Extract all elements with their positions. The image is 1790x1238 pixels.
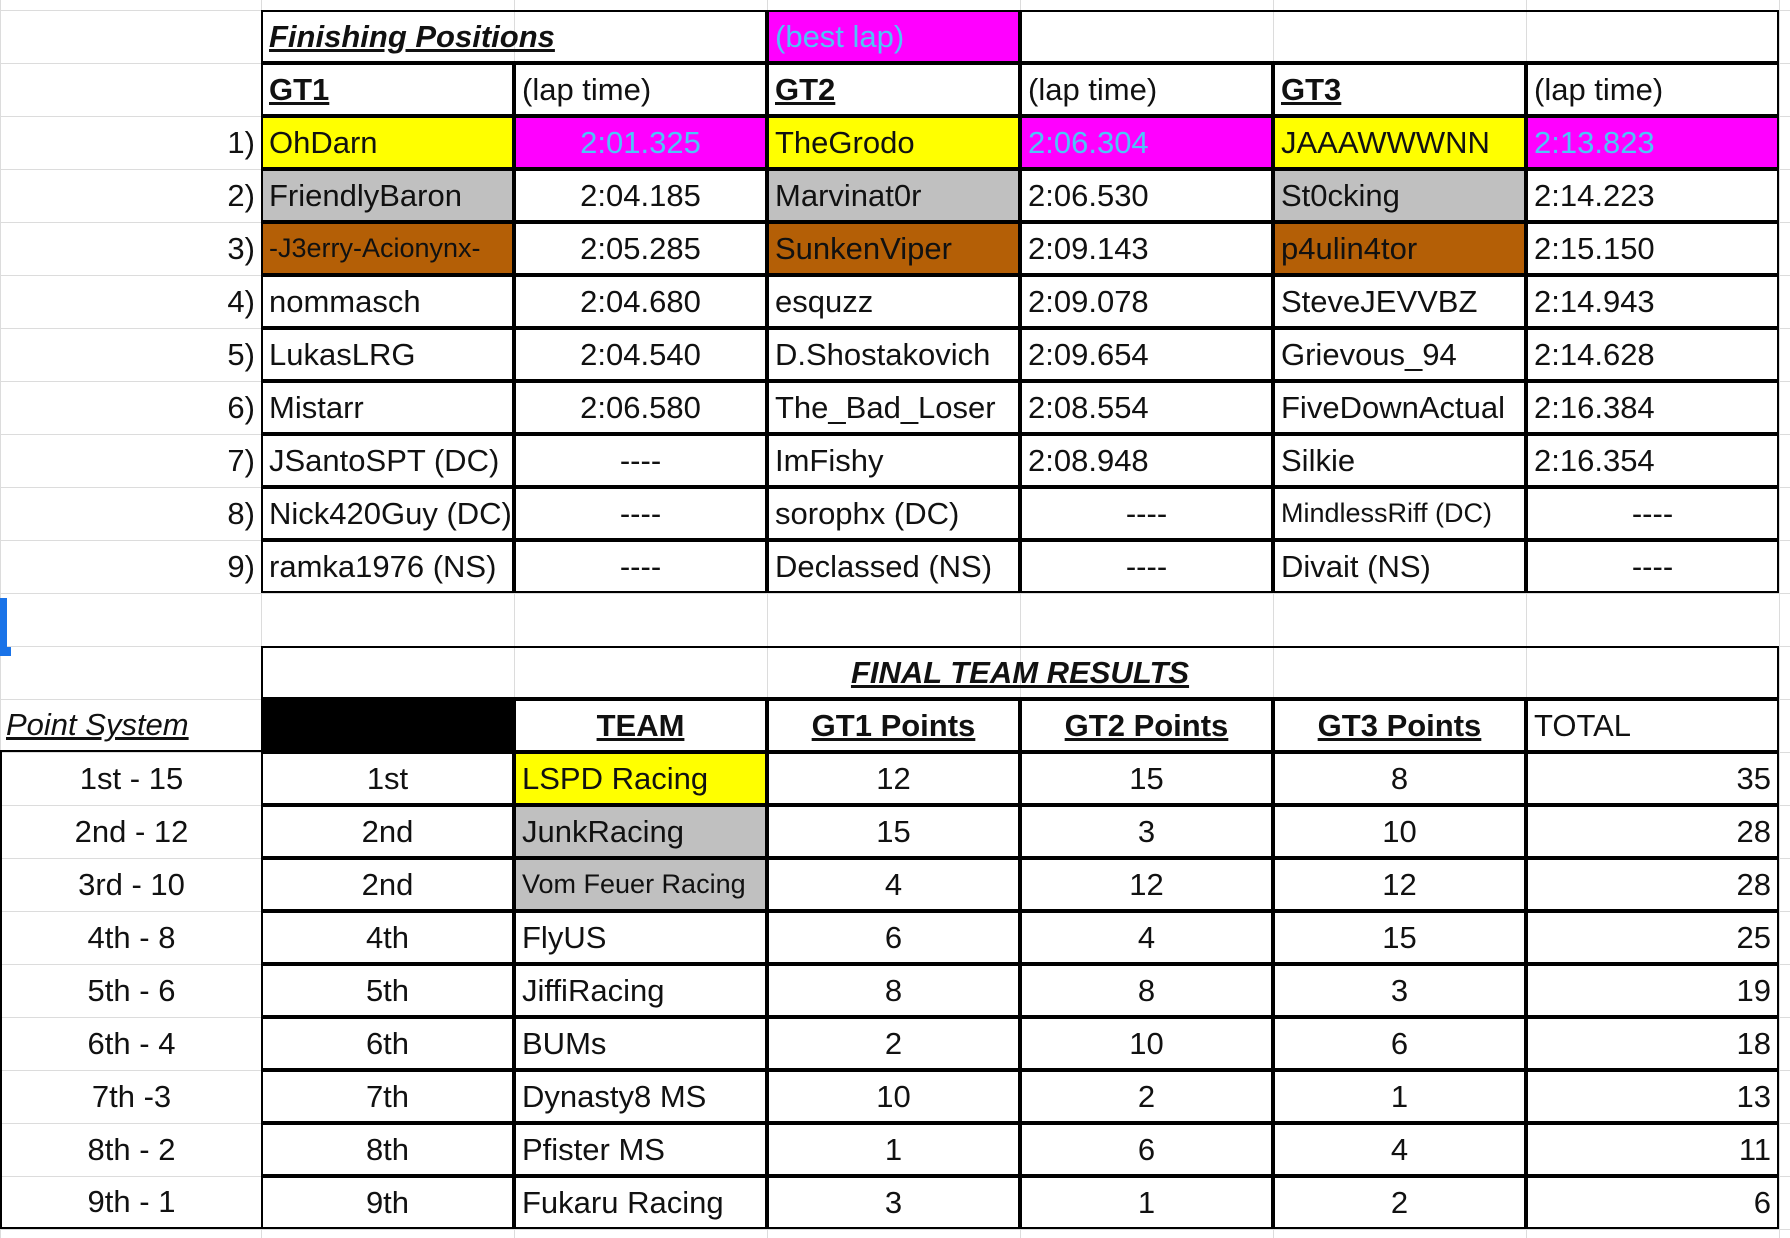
driver-name-gt2[interactable]: SunkenViper bbox=[767, 222, 1020, 275]
gt3-points[interactable]: 10 bbox=[1273, 805, 1526, 858]
position-label[interactable]: 3) bbox=[227, 231, 255, 266]
gt3-points[interactable]: 12 bbox=[1273, 858, 1526, 911]
gt1-points[interactable]: 15 bbox=[767, 805, 1020, 858]
best-lap-legend[interactable]: (best lap) bbox=[767, 10, 1020, 63]
driver-name-gt1[interactable]: ramka1976 (NS) bbox=[261, 540, 514, 593]
lap-time-gt3[interactable]: 2:16.384 bbox=[1526, 381, 1779, 434]
driver-name-gt2[interactable]: ImFishy bbox=[767, 434, 1020, 487]
lap-time-gt3[interactable]: ---- bbox=[1526, 540, 1779, 593]
driver-name-gt1[interactable]: JSantoSPT (DC) bbox=[261, 434, 514, 487]
driver-name-gt2[interactable]: Marvinat0r bbox=[767, 169, 1020, 222]
gt2-points[interactable]: 10 bbox=[1020, 1017, 1273, 1070]
lap-time-gt2[interactable]: ---- bbox=[1020, 487, 1273, 540]
point-system-label[interactable]: Point System bbox=[0, 699, 261, 752]
lap-time-gt3[interactable]: 2:14.943 bbox=[1526, 275, 1779, 328]
gt2-points[interactable]: 2 bbox=[1020, 1070, 1273, 1123]
gt2-points[interactable]: 3 bbox=[1020, 805, 1273, 858]
gt1-points-header[interactable]: GT1 Points bbox=[767, 699, 1020, 752]
point-system-entry[interactable]: 6th - 4 bbox=[0, 1017, 261, 1070]
team-total[interactable]: 28 bbox=[1526, 858, 1779, 911]
team-total[interactable]: 25 bbox=[1526, 911, 1779, 964]
position-label[interactable]: 6) bbox=[227, 390, 255, 425]
driver-name-gt3[interactable]: SteveJEVVBZ bbox=[1273, 275, 1526, 328]
driver-name-gt3[interactable]: Divait (NS) bbox=[1273, 540, 1526, 593]
lap-time-gt1[interactable]: 2:04.185 bbox=[514, 169, 767, 222]
driver-name-gt2[interactable]: sorophx (DC) bbox=[767, 487, 1020, 540]
gt1-points[interactable]: 6 bbox=[767, 911, 1020, 964]
gt3-points[interactable]: 6 bbox=[1273, 1017, 1526, 1070]
gt1-points[interactable]: 8 bbox=[767, 964, 1020, 1017]
gt2-points-header[interactable]: GT2 Points bbox=[1020, 699, 1273, 752]
point-system-entry[interactable]: 7th -3 bbox=[0, 1070, 261, 1123]
gt3-points-header[interactable]: GT3 Points bbox=[1273, 699, 1526, 752]
lap-time-header-gt3[interactable]: (lap time) bbox=[1526, 63, 1779, 116]
lap-time-gt2[interactable]: 2:08.948 bbox=[1020, 434, 1273, 487]
driver-name-gt3[interactable]: MindlessRiff (DC) bbox=[1273, 487, 1526, 540]
finishing-header-blank[interactable] bbox=[1020, 10, 1779, 63]
team-results-black-cell[interactable] bbox=[261, 699, 514, 752]
team-place[interactable]: 7th bbox=[261, 1070, 514, 1123]
lap-time-gt2[interactable]: 2:09.078 bbox=[1020, 275, 1273, 328]
team-total[interactable]: 11 bbox=[1526, 1123, 1779, 1176]
gt2-points[interactable]: 15 bbox=[1020, 752, 1273, 805]
lap-time-gt1[interactable]: 2:01.325 bbox=[514, 116, 767, 169]
team-name[interactable]: Fukaru Racing bbox=[514, 1176, 767, 1229]
driver-name-gt1[interactable]: OhDarn bbox=[261, 116, 514, 169]
gt2-points[interactable]: 1 bbox=[1020, 1176, 1273, 1229]
point-system-entry[interactable]: 4th - 8 bbox=[0, 911, 261, 964]
gt3-points[interactable]: 2 bbox=[1273, 1176, 1526, 1229]
team-place[interactable]: 9th bbox=[261, 1176, 514, 1229]
finishing-positions-title[interactable]: Finishing Positions bbox=[261, 10, 767, 63]
driver-name-gt1[interactable]: Nick420Guy (DC) bbox=[261, 487, 514, 540]
lap-time-gt3[interactable]: 2:15.150 bbox=[1526, 222, 1779, 275]
total-header[interactable]: TOTAL bbox=[1526, 699, 1779, 752]
lap-time-gt2[interactable]: 2:09.143 bbox=[1020, 222, 1273, 275]
gt2-points[interactable]: 4 bbox=[1020, 911, 1273, 964]
driver-name-gt3[interactable]: St0cking bbox=[1273, 169, 1526, 222]
lap-time-gt1[interactable]: ---- bbox=[514, 540, 767, 593]
gt1-points[interactable]: 1 bbox=[767, 1123, 1020, 1176]
driver-name-gt2[interactable]: D.Shostakovich bbox=[767, 328, 1020, 381]
team-total[interactable]: 18 bbox=[1526, 1017, 1779, 1070]
gt3-points[interactable]: 4 bbox=[1273, 1123, 1526, 1176]
position-label[interactable]: 4) bbox=[227, 284, 255, 319]
class-header-gt3[interactable]: GT3 bbox=[1273, 63, 1526, 116]
driver-name-gt2[interactable]: Declassed (NS) bbox=[767, 540, 1020, 593]
gt2-points[interactable]: 8 bbox=[1020, 964, 1273, 1017]
lap-time-gt3[interactable]: ---- bbox=[1526, 487, 1779, 540]
team-total[interactable]: 13 bbox=[1526, 1070, 1779, 1123]
cell-selection-marker[interactable] bbox=[0, 598, 7, 648]
point-system-entry[interactable]: 9th - 1 bbox=[0, 1176, 261, 1229]
lap-time-gt2[interactable]: 2:09.654 bbox=[1020, 328, 1273, 381]
position-label[interactable]: 9) bbox=[227, 549, 255, 584]
class-header-gt2[interactable]: GT2 bbox=[767, 63, 1020, 116]
gt2-points[interactable]: 6 bbox=[1020, 1123, 1273, 1176]
driver-name-gt3[interactable]: FiveDownActual bbox=[1273, 381, 1526, 434]
team-name[interactable]: Dynasty8 MS bbox=[514, 1070, 767, 1123]
team-place[interactable]: 8th bbox=[261, 1123, 514, 1176]
driver-name-gt2[interactable]: TheGrodo bbox=[767, 116, 1020, 169]
lap-time-gt2[interactable]: 2:08.554 bbox=[1020, 381, 1273, 434]
gt3-points[interactable]: 1 bbox=[1273, 1070, 1526, 1123]
point-system-entry[interactable]: 3rd - 10 bbox=[0, 858, 261, 911]
lap-time-gt1[interactable]: 2:04.680 bbox=[514, 275, 767, 328]
team-place[interactable]: 2nd bbox=[261, 858, 514, 911]
point-system-entry[interactable]: 2nd - 12 bbox=[0, 805, 261, 858]
team-name[interactable]: JiffiRacing bbox=[514, 964, 767, 1017]
team-place[interactable]: 4th bbox=[261, 911, 514, 964]
lap-time-gt1[interactable]: 2:05.285 bbox=[514, 222, 767, 275]
position-label[interactable]: 5) bbox=[227, 337, 255, 372]
gt1-points[interactable]: 2 bbox=[767, 1017, 1020, 1070]
team-place[interactable]: 2nd bbox=[261, 805, 514, 858]
position-label[interactable]: 2) bbox=[227, 178, 255, 213]
lap-time-gt1[interactable]: 2:04.540 bbox=[514, 328, 767, 381]
lap-time-gt1[interactable]: 2:06.580 bbox=[514, 381, 767, 434]
driver-name-gt2[interactable]: esquzz bbox=[767, 275, 1020, 328]
lap-time-gt3[interactable]: 2:14.223 bbox=[1526, 169, 1779, 222]
position-label[interactable]: 1) bbox=[227, 125, 255, 160]
lap-time-gt1[interactable]: ---- bbox=[514, 487, 767, 540]
gt3-points[interactable]: 15 bbox=[1273, 911, 1526, 964]
lap-time-header-gt1[interactable]: (lap time) bbox=[514, 63, 767, 116]
lap-time-gt2[interactable]: 2:06.530 bbox=[1020, 169, 1273, 222]
driver-name-gt1[interactable]: FriendlyBaron bbox=[261, 169, 514, 222]
gt3-points[interactable]: 3 bbox=[1273, 964, 1526, 1017]
lap-time-gt1[interactable]: ---- bbox=[514, 434, 767, 487]
team-total[interactable]: 19 bbox=[1526, 964, 1779, 1017]
team-place[interactable]: 6th bbox=[261, 1017, 514, 1070]
team-name[interactable]: Pfister MS bbox=[514, 1123, 767, 1176]
gt1-points[interactable]: 4 bbox=[767, 858, 1020, 911]
driver-name-gt1[interactable]: Mistarr bbox=[261, 381, 514, 434]
driver-name-gt3[interactable]: Grievous_94 bbox=[1273, 328, 1526, 381]
team-total[interactable]: 6 bbox=[1526, 1176, 1779, 1229]
team-total[interactable]: 28 bbox=[1526, 805, 1779, 858]
position-label[interactable]: 8) bbox=[227, 496, 255, 531]
lap-time-header-gt2[interactable]: (lap time) bbox=[1020, 63, 1273, 116]
gt1-points[interactable]: 3 bbox=[767, 1176, 1020, 1229]
team-name[interactable]: LSPD Racing bbox=[514, 752, 767, 805]
lap-time-gt3[interactable]: 2:13.823 bbox=[1526, 116, 1779, 169]
team-place[interactable]: 1st bbox=[261, 752, 514, 805]
team-name[interactable]: BUMs bbox=[514, 1017, 767, 1070]
team-place[interactable]: 5th bbox=[261, 964, 514, 1017]
team-name[interactable]: FlyUS bbox=[514, 911, 767, 964]
driver-name-gt2[interactable]: The_Bad_Loser bbox=[767, 381, 1020, 434]
point-system-entry[interactable]: 1st - 15 bbox=[0, 752, 261, 805]
gt1-points[interactable]: 12 bbox=[767, 752, 1020, 805]
driver-name-gt3[interactable]: p4ulin4tor bbox=[1273, 222, 1526, 275]
class-header-gt1[interactable]: GT1 bbox=[261, 63, 514, 116]
driver-name-gt1[interactable]: LukasLRG bbox=[261, 328, 514, 381]
driver-name-gt3[interactable]: JAAAWWWNN bbox=[1273, 116, 1526, 169]
gt2-points[interactable]: 12 bbox=[1020, 858, 1273, 911]
driver-name-gt1[interactable]: nommasch bbox=[261, 275, 514, 328]
team-results-title[interactable]: FINAL TEAM RESULTS bbox=[261, 646, 1779, 699]
team-total[interactable]: 35 bbox=[1526, 752, 1779, 805]
team-header[interactable]: TEAM bbox=[514, 699, 767, 752]
position-label[interactable]: 7) bbox=[227, 443, 255, 478]
point-system-entry[interactable]: 5th - 6 bbox=[0, 964, 261, 1017]
lap-time-gt3[interactable]: 2:14.628 bbox=[1526, 328, 1779, 381]
driver-name-gt3[interactable]: Silkie bbox=[1273, 434, 1526, 487]
lap-time-gt2[interactable]: 2:06.304 bbox=[1020, 116, 1273, 169]
lap-time-gt2[interactable]: ---- bbox=[1020, 540, 1273, 593]
gt1-points[interactable]: 10 bbox=[767, 1070, 1020, 1123]
gt3-points[interactable]: 8 bbox=[1273, 752, 1526, 805]
team-name[interactable]: Vom Feuer Racing bbox=[514, 858, 767, 911]
point-system-entry[interactable]: 8th - 2 bbox=[0, 1123, 261, 1176]
lap-time-gt3[interactable]: 2:16.354 bbox=[1526, 434, 1779, 487]
team-name[interactable]: JunkRacing bbox=[514, 805, 767, 858]
driver-name-gt1[interactable]: -J3erry-Acionynx- bbox=[261, 222, 514, 275]
